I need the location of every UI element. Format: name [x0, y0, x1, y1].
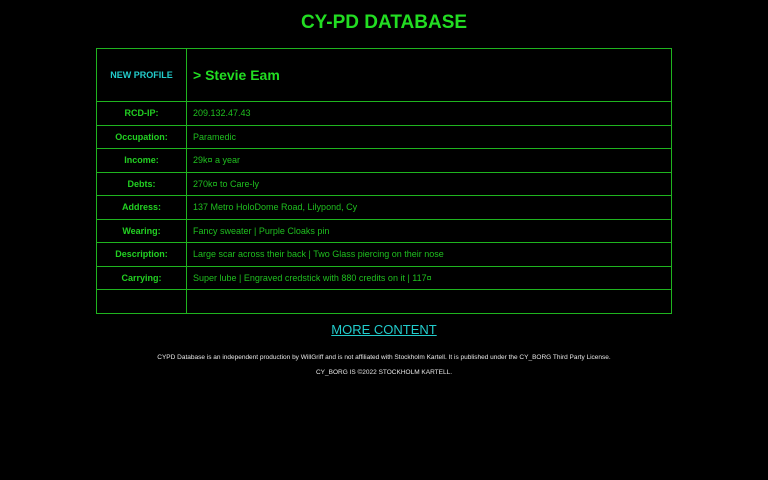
page-title: CY-PD DATABASE	[300, 12, 468, 33]
row-label: Wearing:	[97, 219, 187, 243]
row-label: Address:	[97, 196, 187, 220]
row-value: 270k¤ to Care-ly	[187, 172, 672, 196]
row-value: 29k¤ a year	[187, 149, 672, 173]
row-label: Carrying:	[97, 266, 187, 290]
more-content-link[interactable]: MORE CONTENT	[331, 322, 437, 337]
table-row-description	[97, 243, 672, 267]
row-value: Paramedic	[187, 125, 672, 149]
row-value: 209.132.47.43	[187, 102, 672, 126]
profile-header-row	[97, 49, 672, 102]
row-label: RCD-IP:	[97, 102, 187, 126]
footer-disclaimer: CYPD Database is an independent production by WillGriff and is not affiliated with Stockholm Kartell. It is published under the CY_BORG Third Party License.	[157, 354, 611, 361]
row-label: Income:	[97, 149, 187, 173]
row-value: 137 Metro HoloDome Road, Lilypond, Cy	[187, 196, 672, 220]
row-value: Super lube | Engraved credstick with 880 credits on it | 117¤	[187, 266, 672, 290]
profile-name: > Stevie Eam	[187, 49, 672, 102]
table-row-income	[97, 149, 672, 173]
footer-copyright: CY_BORG IS ©2022 STOCKHOLM KARTELL.	[315, 369, 453, 376]
table-row-rcd-ip	[97, 102, 672, 126]
table-row-empty	[97, 290, 672, 314]
new-profile-label: NEW PROFILE	[97, 49, 187, 102]
row-label	[97, 290, 187, 314]
table-row-debts	[97, 172, 672, 196]
row-value: Fancy sweater | Purple Cloaks pin	[187, 219, 672, 243]
table-row-wearing	[97, 219, 672, 243]
row-label: Description:	[97, 243, 187, 267]
table-row-address	[97, 196, 672, 220]
row-value	[187, 290, 672, 314]
profile-table	[96, 48, 672, 314]
row-label: Debts:	[97, 172, 187, 196]
row-label: Occupation:	[97, 125, 187, 149]
row-value: Large scar across their back | Two Glass piercing on their nose	[187, 243, 672, 267]
table-row-carrying	[97, 266, 672, 290]
table-row-occupation	[97, 125, 672, 149]
more-content-container	[0, 322, 768, 338]
